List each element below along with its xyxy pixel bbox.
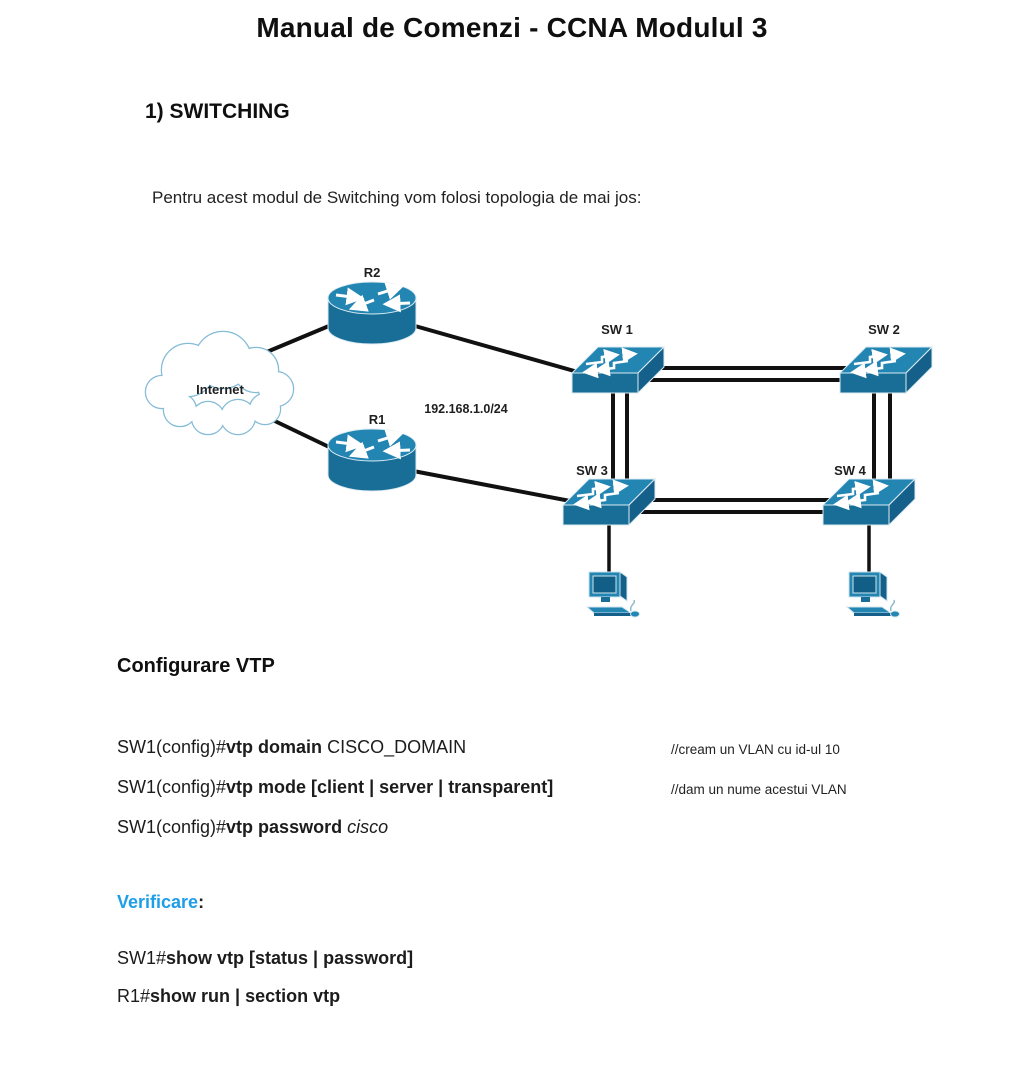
cli-command-show-vtp — [117, 948, 413, 970]
section-heading: 1) SWITCHING — [145, 100, 290, 123]
workstation-icon-pc1 — [587, 572, 640, 617]
switch-icon-sw3 — [563, 479, 655, 525]
switch-icon-sw2 — [840, 347, 932, 393]
internet-cloud-icon — [146, 332, 293, 434]
vtp-section-heading: Configurare VTP — [117, 655, 275, 677]
inline-comment: //dam un nume acestui VLAN — [671, 782, 847, 797]
intro-text: Pentru acest modul de Switching vom folosi topologia de mai jos: — [152, 188, 642, 207]
inline-comment: //cream un VLAN cu id-ul 10 — [671, 742, 840, 757]
cli-keyword: vtp domain — [226, 737, 323, 757]
cli-keyword: show run | section vtp — [150, 986, 341, 1006]
cli-prompt: SW1(config)# — [117, 777, 227, 797]
link-r2-sw1 — [408, 324, 592, 376]
label-sw1: SW 1 — [601, 322, 633, 337]
cli-prompt: SW1(config)# — [117, 817, 227, 837]
label-sw2: SW 2 — [868, 322, 900, 337]
cli-command-vtp-domain — [117, 737, 466, 759]
cli-command-show-run — [117, 986, 340, 1008]
cli-command-vtp-password — [117, 817, 388, 839]
verification-heading-word: Verificare — [117, 892, 199, 912]
subnet-label: 192.168.1.0/24 — [424, 402, 508, 416]
topology-diagram — [100, 252, 960, 637]
label-r2: R2 — [363, 265, 381, 280]
switch-icon-sw4 — [823, 479, 915, 525]
verification-heading — [117, 892, 204, 913]
verification-heading-colon: : — [198, 892, 205, 912]
router-icon-r1 — [328, 429, 416, 491]
cli-keyword: show vtp [status | password] — [166, 948, 414, 968]
internet-label: Internet — [196, 382, 244, 397]
link-r1-sw3 — [408, 470, 586, 504]
switch-icon-sw1 — [572, 347, 664, 393]
page-title: Manual de Comenzi - CCNA Modulul 3 — [256, 12, 768, 43]
cli-prompt: R1# — [117, 986, 151, 1006]
cli-prompt: SW1(config)# — [117, 737, 227, 757]
cli-command-vtp-mode — [117, 777, 553, 799]
label-r1: R1 — [368, 412, 386, 427]
cli-argument: CISCO_DOMAIN — [322, 737, 467, 757]
label-sw4: SW 4 — [834, 463, 866, 478]
workstation-icon-pc2 — [847, 572, 900, 617]
cli-prompt: SW1# — [117, 948, 167, 968]
cli-keyword: vtp mode [client | server | transparent] — [226, 777, 554, 797]
cli-argument: cisco — [342, 817, 389, 837]
cli-keyword: vtp password — [226, 817, 343, 837]
router-icon-r2 — [328, 282, 416, 344]
label-sw3: SW 3 — [576, 463, 608, 478]
